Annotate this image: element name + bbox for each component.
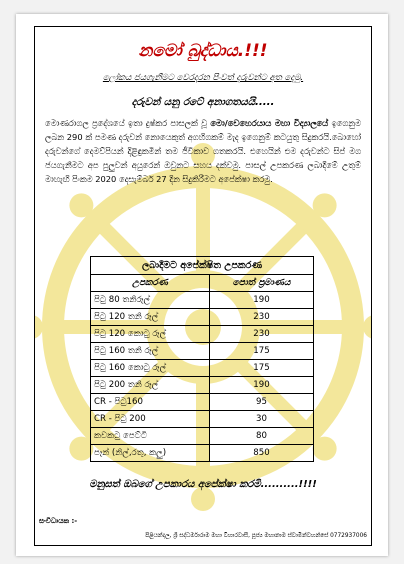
equipment-table-wrap [90,256,314,462]
table-row [91,428,314,445]
table-row [91,292,314,309]
table-row [91,411,314,428]
table-row [91,360,314,377]
row-item: පෑන් (නිල්,රතු, කලු) [91,445,210,462]
table-caption: ලබාදීමට අපේක්ෂිත උපකරණ [91,257,314,275]
row-quantity: 95 [210,394,314,411]
row-quantity: 850 [210,445,314,462]
description-paragraph [45,116,361,186]
page-title: නමෝ බුද්ධාය.!!! [138,41,268,61]
paragraph-intro: මොණරාගල ප්‍රදේශයේ ඉතා දුෂ්කර පාසලක් වූ [45,118,211,128]
column-header-item: උපකරණ [91,275,210,292]
row-item: පිටු 120 කොටු රූල් [91,326,210,343]
equipment-table [90,256,314,462]
row-quantity: 230 [210,309,314,326]
row-item: පිටු 160 තනි රූල් [91,343,210,360]
row-item: පිටු 160 කොටු රූල් [91,360,210,377]
row-item: පිටු 80 තනිරූල් [91,292,210,309]
subtitle: ලෝකය ජයගැනීමට වෙරදරන පිංවත් දරුවන්ට අත දෙමු. [102,73,304,83]
school-name: මො/වෙහෙරයාය මහා විද්‍යාලයේ [210,118,329,128]
row-quantity: 230 [210,326,314,343]
row-quantity: 30 [210,411,314,428]
row-quantity: 80 [210,428,314,445]
table-row [91,445,314,462]
row-quantity: 190 [210,377,314,394]
closing-appeal: මනුසත් ඔබගේ උපකාරය අපේක්ෂා කරමි..........!!!! [89,479,317,490]
row-item: CR - පිටු160 [91,394,210,411]
table-row [91,377,314,394]
row-item: පිටු 120 තනි රූල් [91,309,210,326]
row-quantity: 175 [210,343,314,360]
row-quantity: 175 [210,360,314,377]
section-heading: දරුවන් යනු රටේ අනාගතයයි..... [131,97,275,108]
poster-frame [34,26,372,546]
table-row [91,343,314,360]
organizer-label: සංවිධායක :- [39,517,78,525]
row-item: CR - පිටු 200 [91,411,210,428]
paragraph-body: ඉගෙනුම ලබන 290 ක් පමණ දරුවන් නොයෙකුත් අගහිගකම් මැද ඉගෙනුම් කටයුතු සිදුකරයි.බොහෝ දරුවන්ගේ දෙමව්පියන් දිළිඳුකමින් තම ජීවිකාව ගතකරයි. එහෙයින් එම දරුවන්ට සිප් මග ජයගැනීමට අප පුලුවන් අයුරෙන් ඔවුනට සහය දක්වමු. පාසල් උපකරණ ලබාදීමේ උතුම් මාහැඟි පිංකම 2020 දෙසැම්බර් 27 දින සිදුකිරීමට අපේක්ෂා කරමු. [45,118,361,184]
table-row [91,309,314,326]
organizer-contact: පිළියන්දල, ශ්‍රී සද්ධර්මාරාම මහා විහාරවාසී, පූජ්‍ය මහානාම ස්වාමීන්වහන්සේ 0772937006 [145,533,367,539]
row-quantity: 190 [210,292,314,309]
row-item: පිටු 200 තනි රූල් [91,377,210,394]
row-item: කවකටු පෙට්ටි [91,428,210,445]
table-row [91,394,314,411]
column-header-quantity: පොත් ප්‍රමාණය [210,275,314,292]
document-page [16,14,388,556]
table-row [91,326,314,343]
